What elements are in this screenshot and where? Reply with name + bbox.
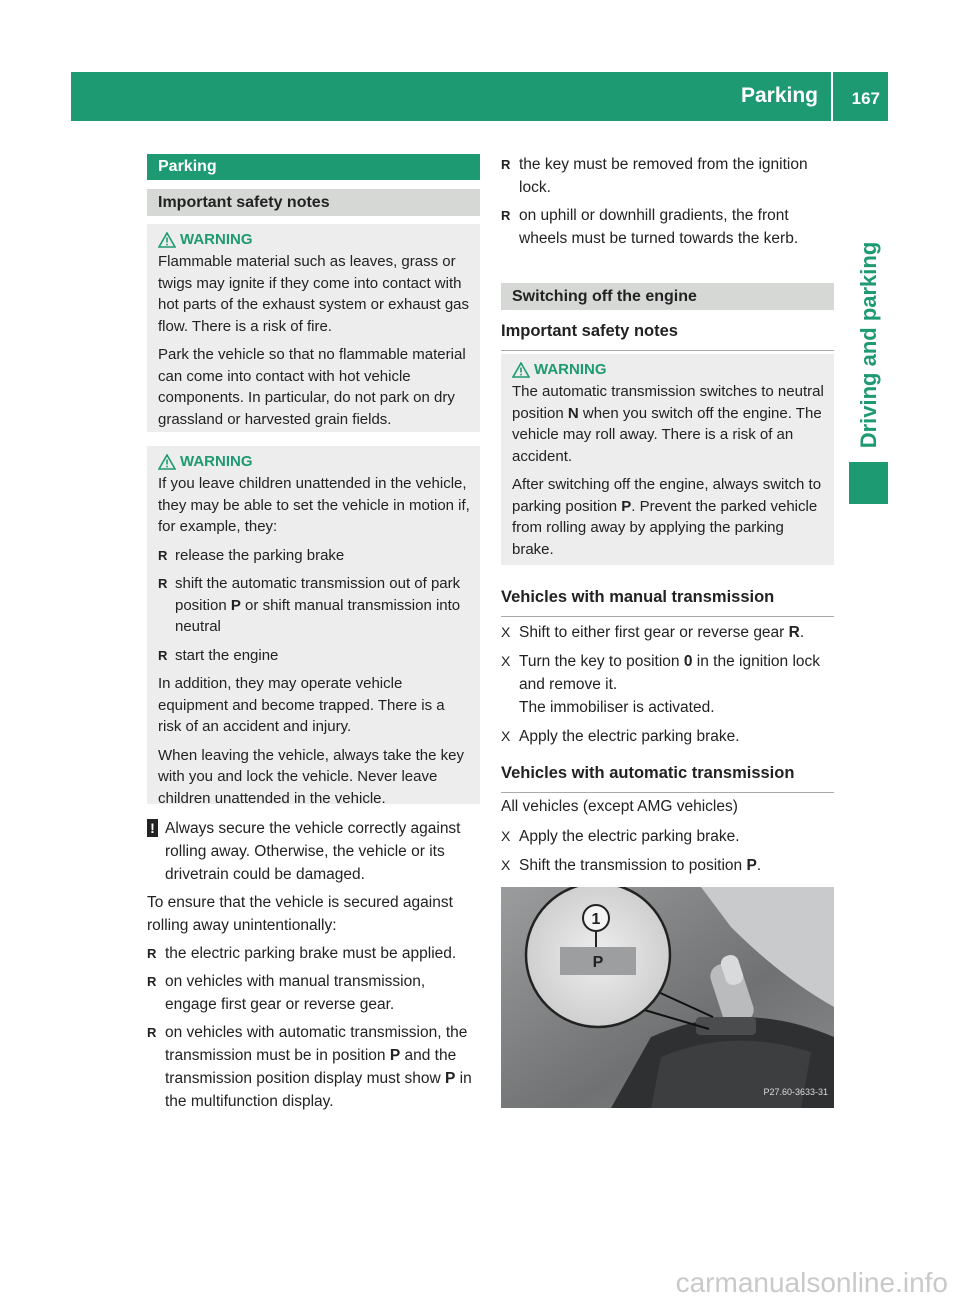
header-separator xyxy=(831,72,833,121)
warning-title xyxy=(158,229,472,251)
bullet-bold: P xyxy=(230,596,241,614)
bullet-text: and the transmission position display must show xyxy=(165,1047,457,1087)
bullet-r-icon: R xyxy=(501,157,511,172)
warning-bold: P xyxy=(621,497,632,515)
step-text: . xyxy=(799,624,805,641)
left-body xyxy=(147,817,480,1118)
heading-automatic-transmission: Vehicles with automatic transmission xyxy=(501,762,834,793)
step-item xyxy=(501,725,834,748)
warning-text: After switching off the engine, always switch to parking position xyxy=(512,476,822,515)
step-result: The immobiliser is activated. xyxy=(519,699,715,716)
section-title-switching-off: Switching off the engine xyxy=(501,283,834,310)
step-arrow-icon: X xyxy=(501,828,511,844)
heading-manual-transmission: Vehicles with manual transmission xyxy=(501,586,834,617)
heading-safety-notes: Important safety notes xyxy=(501,320,834,351)
bullet-r-icon: R xyxy=(158,547,168,563)
bullet-item xyxy=(501,153,834,199)
warning-paragraph: If you leave children unattended in the vehicle, they may be able to set the vehicle in motion if, for example, they: xyxy=(158,475,470,535)
warning-box-rolling xyxy=(501,354,834,565)
auto-intro: All vehicles (except AMG vehicles) xyxy=(501,798,738,815)
step-text: . xyxy=(756,857,762,874)
note-item xyxy=(147,817,480,886)
bullet-item xyxy=(147,942,480,965)
gear-label-p: P xyxy=(592,954,604,971)
bullet-text: release the parking brake xyxy=(175,546,345,564)
bullet-text: on vehicles with automatic transmission, the transmission must be in position xyxy=(165,1024,468,1064)
step-item xyxy=(501,650,834,719)
bullet-r-icon: R xyxy=(501,208,511,223)
step-arrow-icon: X xyxy=(501,857,511,873)
bullet-text: or shift manual transmission into neutral xyxy=(175,596,461,635)
step-text: Shift the transmission to position xyxy=(519,857,747,874)
step-arrow-icon: X xyxy=(501,624,511,640)
bullet-text: the electric parking brake must be applied. xyxy=(165,945,457,962)
bullet-r-icon: R xyxy=(147,1025,157,1040)
side-tab-block xyxy=(849,462,888,504)
step-arrow-icon: X xyxy=(501,653,511,669)
bullet-item xyxy=(147,970,480,1016)
step-text: in the ignition lock and remove it. xyxy=(519,653,821,693)
side-tab-label: Driving and parking xyxy=(856,241,881,449)
bullet-text: shift the automatic transmission out of park position xyxy=(175,575,461,614)
step-text: Shift to either first gear or reverse gear xyxy=(519,624,789,641)
warning-paragraph: Park the vehicle so that no flammable material can come into contact with hot vehicle components. In particular, do not park on dry grassland or harvested grain fields. xyxy=(158,346,466,428)
exclamation-icon: ! xyxy=(147,819,158,837)
step-text: Apply the electric parking brake. xyxy=(519,828,740,845)
bullet-text: in the multifunction display. xyxy=(165,1070,472,1110)
bullet-r-icon: R xyxy=(158,576,168,591)
bullet-item xyxy=(158,645,472,667)
manual-steps xyxy=(501,621,834,754)
callout-number: 1 xyxy=(591,911,601,928)
warning-title-text: WARNING xyxy=(180,231,253,248)
bullet-text: on vehicles with manual transmission, engage first gear or reverse gear. xyxy=(165,973,426,1013)
bullet-r-icon: R xyxy=(147,946,157,961)
bullet-r-icon: R xyxy=(158,647,168,663)
bullet-bold: P xyxy=(389,1047,401,1064)
gear-selector-illustration xyxy=(501,887,834,1108)
warning-title xyxy=(158,451,472,473)
warning-text: . Prevent the parked vehicle from rolling away by applying the parking brake. xyxy=(512,497,818,558)
figure-code: P27.60-3633-31 xyxy=(763,1087,828,1097)
warning-box-fire xyxy=(147,224,480,432)
step-bold: P xyxy=(746,857,757,874)
warning-text: when you switch off the engine. The vehicle may roll away. There is a risk of an accident. xyxy=(512,404,822,465)
bullet-item xyxy=(147,1021,480,1113)
gear-selector-photo xyxy=(501,887,834,1108)
step-item xyxy=(501,825,834,848)
warning-triangle-icon xyxy=(512,362,530,378)
warning-bold: N xyxy=(567,404,579,422)
step-bold: R xyxy=(788,624,800,641)
warning-triangle-icon xyxy=(158,232,176,248)
bullet-text: start the engine xyxy=(175,646,279,664)
watermark: carmanualsonline.info xyxy=(675,1267,948,1298)
note-text: Always secure the vehicle correctly against rolling away. Otherwise, the vehicle or its drivetrain could be damaged. xyxy=(165,820,461,883)
bullet-r-icon: R xyxy=(147,974,157,989)
bullet-item xyxy=(158,545,472,567)
warning-triangle-icon xyxy=(158,454,176,470)
warning-paragraph xyxy=(512,474,826,560)
step-text: Apply the electric parking brake. xyxy=(519,728,740,745)
bullet-text: on uphill or downhill gradients, the front wheels must be turned towards the kerb. xyxy=(519,207,799,247)
warning-paragraph: When leaving the vehicle, always take the key with you and lock the vehicle. Never leave children unattended in the vehicle. xyxy=(158,746,464,807)
bullet-bold: P xyxy=(444,1070,456,1087)
bullet-item xyxy=(501,204,834,250)
bullet-text: the key must be removed from the ignition lock. xyxy=(519,156,808,196)
step-item xyxy=(501,621,834,644)
warning-title-text: WARNING xyxy=(180,453,253,470)
warning-paragraph xyxy=(512,381,826,467)
header-title: Parking xyxy=(740,84,818,107)
bullet-item xyxy=(158,573,472,638)
intro-paragraph: To ensure that the vehicle is secured against rolling away unintentionally: xyxy=(147,894,453,934)
warning-title-text: WARNING xyxy=(534,361,607,378)
warning-text: The automatic transmission switches to neutral position xyxy=(512,383,824,422)
warning-paragraph: In addition, they may operate vehicle equipment and become trapped. There is a risk of an accident and injury. xyxy=(158,675,445,735)
right-top-bullets xyxy=(501,153,834,255)
step-arrow-icon: X xyxy=(501,728,511,744)
page-number: 167 xyxy=(851,89,880,108)
step-bold: 0 xyxy=(683,653,693,670)
warning-box-children xyxy=(147,446,480,807)
warning-paragraph: Flammable material such as leaves, grass or twigs may ignite if they come into contact with hot parts of the exhaust system or exhaust gas flow. There is a risk of fire. xyxy=(158,253,470,335)
side-tab xyxy=(849,240,888,450)
warning-title xyxy=(512,359,826,381)
step-item xyxy=(501,854,834,877)
sub-title-safety: Important safety notes xyxy=(147,189,480,216)
step-text: Turn the key to position xyxy=(519,653,684,670)
header-bar xyxy=(71,72,888,121)
auto-steps xyxy=(501,795,834,883)
section-title-parking: Parking xyxy=(147,154,480,180)
